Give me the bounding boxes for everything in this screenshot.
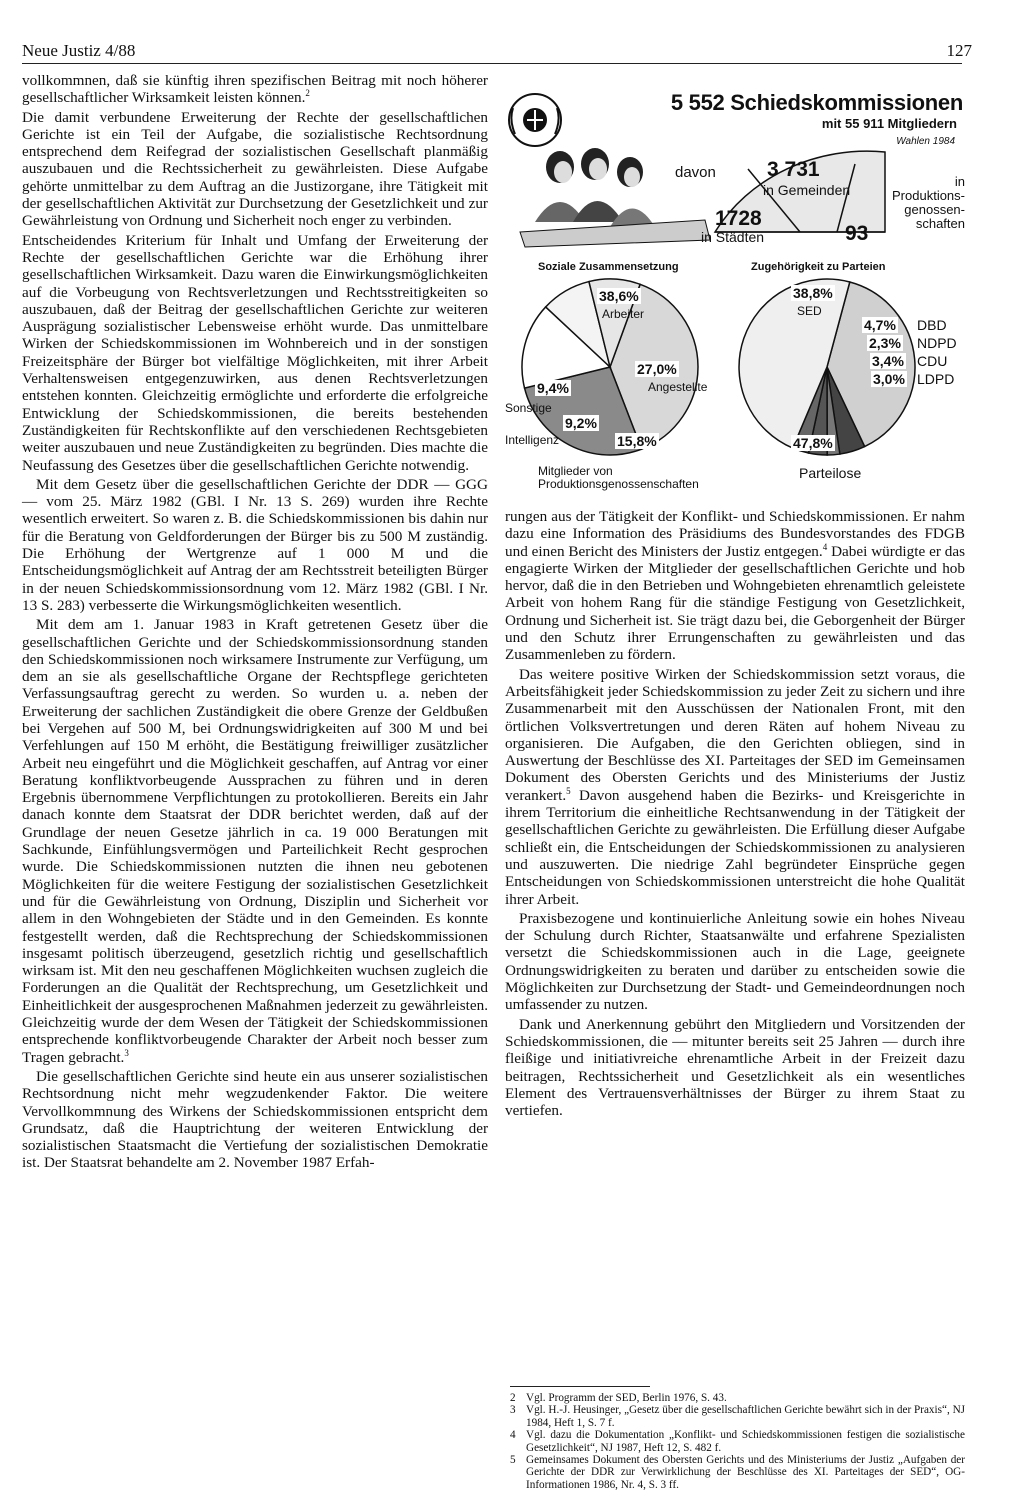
legend-cdu: CDU	[917, 353, 948, 369]
paragraph: rungen aus der Tätigkeit der Konflikt- und Schiedskommissionen. Er nahm dazu eine Information des Präsidiums des Bundesvorstandes des FDGB und einen Bericht des Ministers der Justiz entgegen.$^4$ Dabei würdigte er das engagierte Wirken der Mitglieder der gesellschaftlichen Gerichte und hob hervor, daß die in den Betrieben und Wohngebieten ehrenamtlich geleistete Arbeit von hohem Rang für die ständige Festigung von Gesetzlichkeit, Ordnung und Sicherheit ist. Sie trägt dazu bei, die Geborgenheit der Bürger und den Schutz ihrer Errungenschaften zu gewährleisten und das Zusammenleben zu fördern.	[505, 508, 965, 664]
page-number: 127	[946, 41, 972, 60]
gemeinden-count: 3 731	[767, 158, 820, 181]
footnote-2: 2 Vgl. Programm der SED, Berlin 1976, S. 43.	[510, 1392, 727, 1404]
davon-label: davon	[675, 164, 716, 181]
chart-title-social: Soziale Zusammensetzung	[538, 261, 679, 273]
paragraph: Mit dem Gesetz über die gesellschaftlichen Gerichte der DDR — GGG — vom 25. März 1982 (GBl. I Nr. 13 S. 269) wurden ihre Rechte wesentlich erweitert. So waren z. B. die Schiedskommissionen bis dahin nur für die Beratung von Geldforderungen der Bürger bis zu 500 M zuständig. Die Erhöhung der Wertgrenze auf 1 000 M und die Entscheidungsmöglichkeit auf Antrag der am Rechtsstreit beteiligten Bürger in der neuen Schiedskommissionsordnung vom 12. März 1982 (GBl. I Nr. 13 S. 283) verbesserte die Wirkungsmöglichkeiten wesentlich.	[22, 475, 488, 614]
footnote-rule	[510, 1386, 650, 1387]
paragraph: Die damit verbundene Erweiterung der Rechte der gesellschaftlichen Gerichte ist ein Teil der Aufgabe, die sozialistische Rechtsordnung entsprechend dem Reifegrad der sozialistischen Gesellschaft planmäßig auszubauen und die Rechtssicherheit zu gewährleisten. Diese Aufgabe gehörte unmittelbar zu dem Auftrag an die Justizorgane, ihre Tätigkeit mit der gesellschaftlichen Aktivität zur Durchsetzung der Gesetzlichkeit und zur Gewährleistung von Ordnung und Sicherheit noch enger zu verbinden.	[22, 108, 488, 230]
state-emblem-icon	[509, 94, 561, 146]
footnote-mark[interactable]: 3	[124, 1047, 129, 1058]
footnote-4: 4 Vgl. dazu die Dokumentation „Konflikt- und Schiedskommissionen festigen die sozialistische Gesetzlichkeit“, NJ 1987, Heft 12, S. 482 f.	[510, 1429, 965, 1454]
paragraph: Dank und Anerkennung gebührt den Mitgliedern und Vorsitzenden der Schiedskommissionen, die — mitunter bereits seit 25 Jahren — durch ihre fleißige und initiativreiche ehrenamtliche Arbeit in der Freizeit dazu beitragen, Rechtssicherheit und Gesetzlichkeit als ein wesentliches Element des Vertrauensverhältnisses der Bürger zu ihrem Staat zu vertiefen.	[505, 1015, 965, 1120]
legend-arbeiter: Arbeiter	[602, 307, 645, 321]
legend-sed: SED	[797, 304, 822, 318]
footnote-mark[interactable]: 4	[822, 541, 828, 552]
left-column	[22, 72, 488, 1174]
staedte-count: 1728	[715, 207, 762, 230]
data-label-arbeiter: 38,6%	[599, 288, 639, 304]
running-header	[22, 40, 972, 64]
gemeinden-label: in Gemeinden	[763, 182, 851, 198]
paragraph: Das weitere positive Wirken der Schiedskommission setzt voraus, die Arbeitsfähigkeit jeder Schiedskommission zu jeder Zeit zu sichern und ihre Zusammenarbeit mit den Ausschüssen der Nationalen Front, mit den örtlichen Volksvertretungen und deren Räten auf hohem Niveau zu organisieren. Die Aufgaben, die den Gerichten obliegen, sind in Auswertung der Beschlüsse des XI. Parteitages der SED im Gemeinsamen Dokument des Obersten Gerichts und des Ministeriums der Justiz verankert.$^5$ Davon ausgehend haben die Bezirks- und Kreisgerichte in ihrem Territorium die einheitliche Rechtsanwendung in der Tätigkeit der gesellschaftlichen Gerichte zu gewährleisten. Die Erfüllung dieser Aufgabe schließt ein, die Entscheidungen der Schiedskommissionen zu analysieren und auszuwerten. Die niedrige Zahl begründeter Einsprüche gegen Entscheidungen von Schiedskommissionen unterstreicht die hohe Qualität ihrer Arbeit.	[505, 665, 965, 908]
legend-produktionsgenossenschaften: Mitglieder von Produktionsgenossenschaften	[538, 464, 699, 491]
data-label-ndpd: 2,3%	[869, 335, 901, 351]
election-note: Wahlen 1984	[896, 136, 955, 147]
members-count: mit 55 911 Mitgliedern	[821, 116, 957, 131]
legend-ndpd: NDPD	[917, 335, 957, 351]
paragraph: Praxisbezogene und kontinuierliche Anleitung sowie ein hohes Niveau der Schulung durch Richter, Staatsanwälte und erfahrene Spezialisten versetzt die Schiedskommissionen auch in die Lage, geeignete Ordnungswidrigkeiten zu beraten und darüber zu entscheiden sowie die Möglichkeiten zur Durchsetzung der Stadt- und Gemeindeordnungen noch umfassender zu nutzen.	[505, 909, 965, 1014]
legend-ldpd: LDPD	[917, 371, 955, 387]
staedte-label: in Städten	[701, 229, 765, 245]
statistics-infobox	[505, 72, 963, 247]
legend-angestellte: Angestellte	[648, 380, 708, 394]
paragraph: vollkommnen, daß sie künftig ihren spezifischen Beitrag mit noch höherer gesellschaftlicher Wirksamkeit leisten können.$^2$	[22, 72, 488, 107]
paragraph: Die gesellschaftlichen Gerichte sind heute ein aus unserer sozialistischen Rechtsordnung nicht mehr wegzudenkender Faktor. Die weitere Vervollkommnung des Wirkens der Schiedskommissionen entspricht dem Grundsatz, daß die Hauptrichtung der weiteren Entwicklung der sozialistischen Staatsmacht die Vertiefung der sozialistischen Demokratie ist. Der Staatsrat behandelte am 2. November 1987 Erfah-	[22, 1067, 488, 1172]
prod-label: in Produktions- genossen- schaften	[892, 174, 965, 231]
footnote-mark[interactable]: 5	[566, 785, 571, 796]
data-label-sonstige: 9,4%	[537, 380, 569, 396]
chart-title-parties: Zugehörigkeit zu Parteien	[751, 261, 886, 273]
data-label-cdu: 3,4%	[872, 353, 904, 369]
legend-intelligenz: Intelligenz	[505, 433, 560, 447]
pie-charts	[505, 255, 963, 495]
data-label-parteilose: 47,8%	[793, 435, 833, 451]
right-column	[505, 508, 965, 1121]
journal-title: Neue Justiz 4/88	[22, 41, 136, 60]
paragraph: Mit dem am 1. Januar 1983 in Kraft getretenen Gesetz über die gesellschaftlichen Gerichte und der Schiedskommissionsordnung standen den Schiedskommissionen noch wirksamere Instrumente zur Verfügung, um dem an sie als gesellschaftliche Organe der Rechtspflege gerichteten Verfassungsauftrag gerecht zu werden. So wurden u. a. neben der Erweiterung der sachlichen Zuständigkeit die obere Grenze der Geldbußen bei Vergehen auf 500 M, bei Ordnungswidrigkeiten auf 300 M und bei Verfehlungen auf 150 M erhöht, die Bestätigung freiwilliger zusätzlicher Arbeit neu eingeführt und die Möglichkeit geschaffen, auf Antrag vor einer Beratung konfliktvorbeugende Aussprachen zu führen und in deren Ergebnis übernommene Verpflichtungen zu protokollieren. Bereits ein Jahr danach konnte dem Staatsrat der DDR berichtet werden, daß auf der Grundlage der neuen Gesetze jährlich in ca. 19 000 Beratungen mit Sachkunde, Einfühlungsvermögen und Parteilichkeit Recht gesprochen wurde. Die Schiedskommissionen nutzten die ihnen neu gebotenen Möglichkeiten für die weitere Festigung der sozialistischen Gesetzlichkeit und für die Gewährleistung von Ordnung, Disziplin und Sicherheit vor allem in den Wohngebieten der Städte und in den Gemeinden. Es konnte festgestellt werden, daß die Rechtsprechung der Schiedskommissionen insgesamt politisch überzeugend, gesetzlich richtig und gesellschaftlich wirksam ist. Mit den neu geschaffenen Möglichkeiten wuchsen zugleich die Forderungen an die Qualität der Rechtsprechung, um Gesetzlichkeit und Einheitlichkeit der ausgesprochenen Maßnahmen jederzeit zu gewährleisten. Gleichzeitig wurde der dem Wesen der Tätigkeit der Schiedskommissionen entsprechende konfliktvorbeugende Charakter der Arbeit noch besser zum Tragen gebracht.$^3$	[22, 616, 488, 1066]
legend-sonstige: Sonstige	[505, 401, 552, 415]
data-label-intelligenz: 9,2%	[565, 415, 597, 431]
data-label-dbd: 4,7%	[864, 317, 896, 333]
legend-parteilose: Parteilose	[799, 465, 862, 481]
legend-dbd: DBD	[917, 317, 947, 333]
data-label-angestellte: 27,0%	[637, 361, 677, 377]
data-label-sed: 38,8%	[793, 285, 833, 301]
infobox-headline: 5 552 Schiedskommissionen	[670, 90, 963, 115]
footnote-3: 3 Vgl. H.-J. Heusinger, „Gesetz über die gesellschaftlichen Gerichte bewährt sich in der Praxis“, NJ 1984, Heft 1, S. 7 f.	[510, 1404, 965, 1429]
footnote-5: 5 Gemeinsames Dokument des Obersten Gerichts und des Ministeriums der Justiz „Aufgaben der Gerichte der DDR zur Verwirklichung der Beschlüsse des XI. Parteitages der SED“, OG-Informationen 1986, Nr. 4, S. 3 ff.	[510, 1454, 965, 1491]
footnotes	[510, 1392, 965, 1491]
prod-count: 93	[845, 222, 869, 245]
data-label-ldpd: 3,0%	[873, 371, 905, 387]
data-label-produktionsgenossenschaften: 15,8%	[617, 433, 657, 449]
paragraph: Entscheidendes Kriterium für Inhalt und Umfang der Erweiterung der Rechte der gesellschaftlichen Gerichte war die Erhöhung ihrer gesellschaftlichen Wirksamkeit. Dazu waren die Einwirkungsmöglichkeiten auf die Vorbeugung von Rechtsverletzungen und Rechtsstreitigkeiten so auszubauen, daß der Beitrag der gesellschaftlichen Gerichte zur weiteren Ausprägung sozialistischer Lebensweise erhöht wurde. Das unmittelbare Wirken der Schiedskommissionen im Wohnbereich und in der sonstigen Freizeitsphäre der Bürger bot vielfältige Möglichkeiten, mit ihrer Arbeit Verhaltensweisen entgegenzuwirken, aus denen Rechtsverletzungen entstehen konnten. Gleichzeitig ermöglichte und erforderte die erfolgreiche Entwicklung der Schiedskommissionen, die bereits bestehenden Zuständigkeiten für Rechtskonflikte auf den verschiedenen Rechtsgebieten weiter auszubauen und neue Zuständigkeiten zu begründen. Dies machte die Neufassung des Gesetzes über die gesellschaftlichen Gerichte notwendig.	[22, 231, 488, 474]
footnote-mark[interactable]: 2	[305, 88, 310, 99]
people-illustration	[520, 148, 710, 247]
